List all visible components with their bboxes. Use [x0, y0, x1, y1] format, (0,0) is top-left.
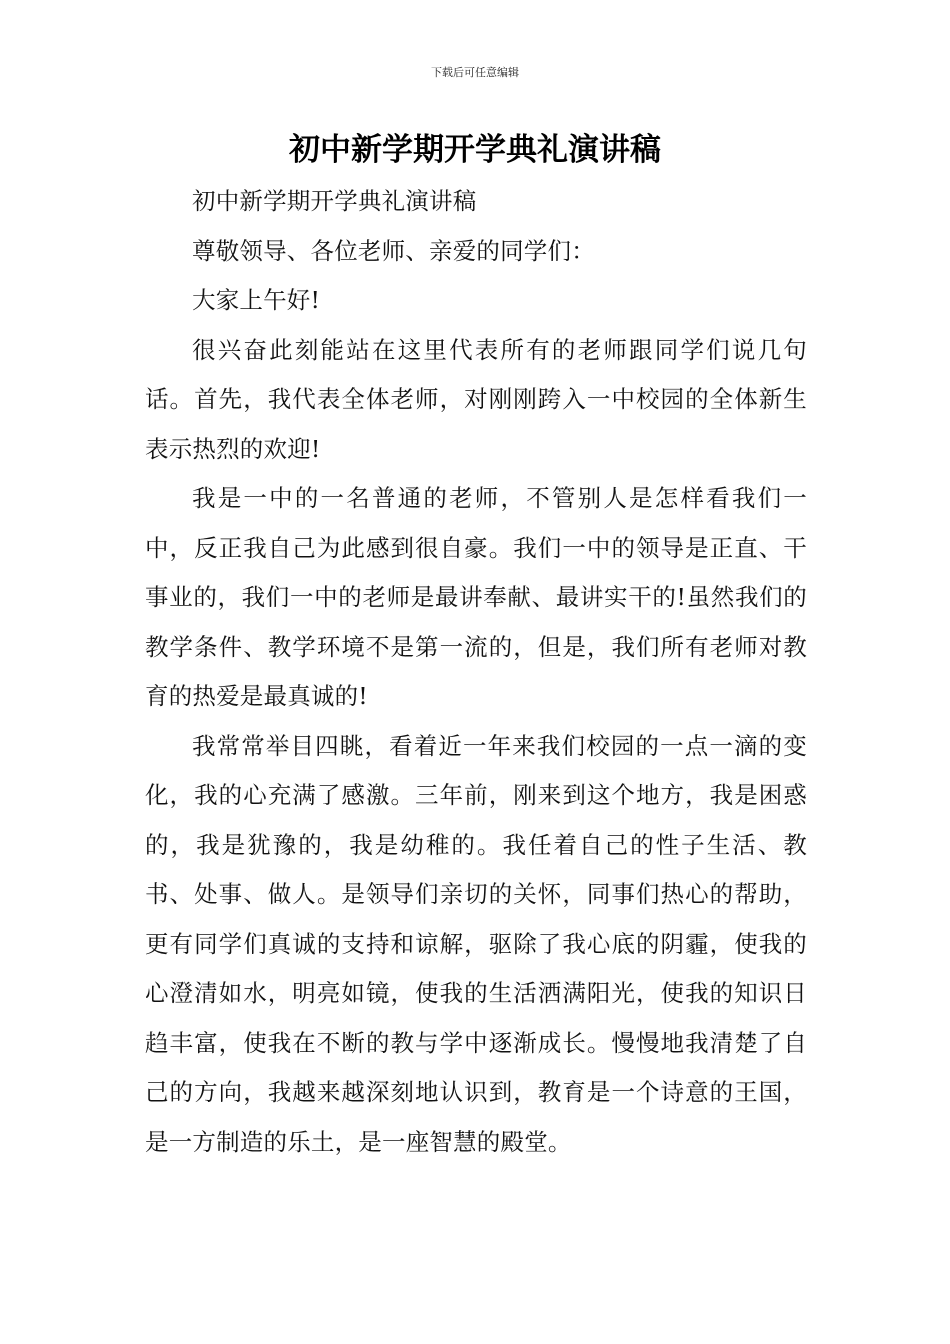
paragraph-greeting: 大家上午好!: [192, 286, 321, 314]
paragraph-pride: 我是一中的一名普通的老师，不管别人是怎样看我们一中，反正我自己为此感到很自豪。我们一中的领导是正直、干事业的，我们一中的老师是最讲奉献、最讲实干的!虽然我们的教学条件、教学环境不是第一流的，但是，我们所有老师对教育的热爱是最真诚的!: [145, 484, 807, 710]
document-title: 初中新学期开学典礼演讲稿: [289, 132, 661, 168]
paragraph-reflection: 我常常举目四眺，看着近一年来我们校园的一点一滴的变化，我的心充满了感激。三年前，刚来到这个地方，我是困惑的，我是犹豫的，我是幼稚的。我任着自己的性子生活、教书、处事、做人。是领导们亲切的关怀，同事们热心的帮助，更有同学们真诚的支持和谅解，驱除了我心底的阴霾，使我的心澄清如水，明亮如镜，使我的生活洒满阳光，使我的知识日趋丰富，使我在不断的教与学中逐渐成长。慢慢地我清楚了自己的方向，我越来越深刻地认识到，教育是一个诗意的王国，是一方制造的乐土，是一座智慧的殿堂。: [145, 731, 807, 1156]
header-note: 下载后可任意编辑: [431, 66, 519, 79]
paragraph-salutation: 尊敬领导、各位老师、亲爱的同学们：: [192, 236, 595, 265]
paragraph-welcome: 很兴奋此刻能站在这里代表所有的老师跟同学们说几句话。首先，我代表全体老师，对刚刚跨入一中校园的全体新生表示热烈的欢迎!: [145, 335, 807, 463]
document-body: [145, 177, 807, 1167]
paragraph-subtitle: 初中新学期开学典礼演讲稿: [192, 187, 477, 215]
